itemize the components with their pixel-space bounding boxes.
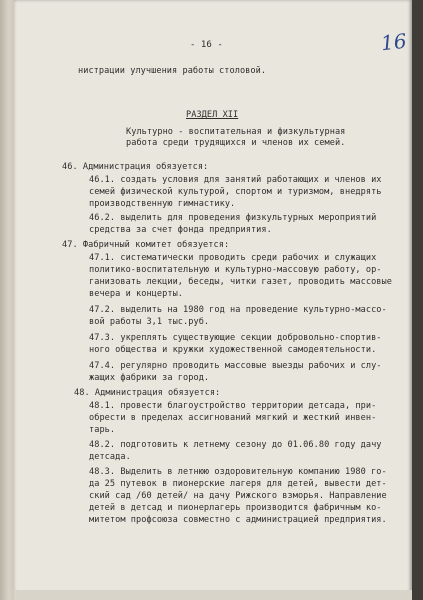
text-line: 48.1. провести благоустройство территории детсада, при- [89, 401, 377, 411]
text-line: семей физической культурой, спортом и туризмом, внедрять [89, 187, 382, 197]
text-line: 47.4. регулярно проводить массовые выезды рабочих и слу- [89, 361, 382, 371]
scan-right-border [412, 0, 423, 600]
text-line: ганизовать лекции, беседы, читки газет, проводить массовые [89, 277, 392, 287]
text-line: 46.1. создать условия для занятий работающих и членов их [89, 175, 382, 185]
clause-heading: 47. Фабричный комитет обязуется: [62, 240, 230, 250]
scan-bottom-edge [14, 590, 412, 600]
text-line: обрести в пределах ассигнований мягкий и жесткий инвен- [89, 413, 377, 423]
text-line: вечера и концерты. [89, 289, 184, 299]
clause-heading: 46. Администрация обязуется: [62, 162, 209, 172]
text-line: детей в детсад и пионерлагерь производится фабричным ко- [89, 503, 382, 513]
text-line: 47.2. выделить на 1980 год на проведение культурно-массо- [89, 305, 387, 315]
text-line: митетом профсоюза совместно с администрацией предприятия. [89, 515, 387, 525]
scan-left-edge [0, 0, 14, 600]
text-line: средства за счет фонда предприятия. [89, 225, 272, 235]
text-line: 48.2. подготовить к летнему сезону до 01.06.80 году дачу [89, 440, 382, 450]
text-line: тарь. [89, 425, 116, 435]
text-line: политико-воспитательную и культурно-массовую работу, ор- [89, 265, 382, 275]
section-subtitle: Культурно - воспитательная и физкультурная [126, 127, 346, 137]
text-line: жащих фабрики за город. [89, 373, 210, 383]
text-line: вой работы 3,1 тыс.руб. [89, 317, 210, 327]
text-line: да 25 путевок в пионерские лагеря для детей, вывести дет- [89, 479, 387, 489]
handwritten-page-number: 16 [379, 28, 408, 56]
text-line: 47.3. укреплять существующие секции добровольно-спортив- [89, 333, 382, 343]
text-line: ного общества и кружки художественной самодеятельности. [89, 345, 377, 355]
page-number: - 16 - [190, 40, 223, 50]
section-title: РАЗДЕЛ XII [186, 110, 239, 120]
text-line: ский сад /60 детей/ на дачу Рижского взморья. Направление [89, 491, 387, 501]
text-line: 46.2. выделить для проведения физкультурных мероприятий [89, 213, 377, 223]
text-line: 48.3. Выделить в летнюю оздоровительную компанию 1980 го- [89, 467, 387, 477]
text-line: 47.1. систематически проводить среди рабочих и служащих [89, 253, 377, 263]
text-line: детсада. [89, 452, 131, 462]
text-line: производственную гимнастику. [89, 199, 236, 209]
section-subtitle: работа среди трудящихся и членов их семей. [126, 138, 346, 148]
text-line: нистрации улучшения работы столовой. [78, 66, 267, 76]
clause-heading: 48. Администрация обязуется: [74, 388, 221, 398]
